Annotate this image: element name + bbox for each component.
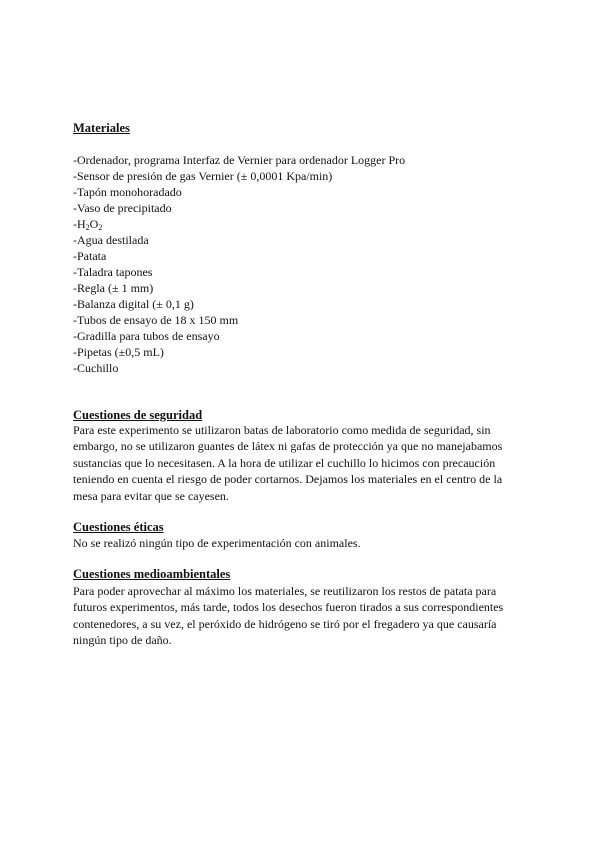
list-item: -Balanza digital (± 0,1 g) <box>73 297 194 311</box>
materials-heading: Materiales <box>73 121 130 135</box>
list-item: -Cuchillo <box>73 361 119 375</box>
formula-prefix: -H <box>73 217 86 231</box>
paragraph-line: ningún tipo de daño. <box>73 633 172 648</box>
ethics-paragraph <box>73 535 513 551</box>
list-item: -Pipetas (±0,5 mL) <box>73 345 164 359</box>
safety-paragraph <box>73 422 513 504</box>
list-item: -Vaso de precipitado <box>73 201 172 215</box>
list-item-h2o2 <box>73 216 405 232</box>
list-item: -Tapón monohoradado <box>73 185 182 199</box>
paragraph-line: sustancias que lo necesitasen. A la hora de utilizar el cuchillo lo hicimos con precaución <box>73 455 496 470</box>
list-item: -Tubos de ensayo de 18 x 150 mm <box>73 313 239 327</box>
paragraph-line: teniendo en cuenta el riesgo de poder cortarnos. Dejamos los materiales en el centro de la <box>73 472 503 487</box>
safety-heading: Cuestiones de seguridad <box>73 408 203 422</box>
paragraph-line: embargo, no se utilizaron guantes de látex ni gafas de protección ya que no manejabamos <box>73 439 503 454</box>
formula-subscript: 2 <box>98 223 103 232</box>
paragraph-line: contenedores, a su vez, el peróxido de hidrógeno se tiró por el fregadero ya que causaría <box>73 616 497 631</box>
environment-heading: Cuestiones medioambientales <box>73 567 231 581</box>
ethics-heading: Cuestiones éticas <box>73 520 164 534</box>
paragraph-line: futuros experimentos, más tarde, todos los desechos fueron tirados a sus correspondientes <box>73 600 504 615</box>
paragraph-line: mesa para evitar que se cayesen. <box>73 488 229 503</box>
paragraph-line: Para poder aprovechar al máximo los materiales, se reutilizaron los restos de patata para <box>73 584 497 598</box>
list-item: -Sensor de presión de gas Vernier (± 0,0001 Kpa/min) <box>73 169 333 183</box>
list-item: -Taladra tapones <box>73 265 153 279</box>
environment-paragraph <box>73 583 513 649</box>
paragraph-line: No se realizó ningún tipo de experimentación con animales. <box>73 536 361 550</box>
materials-list <box>73 152 405 376</box>
list-item: -Patata <box>73 249 107 263</box>
formula-subscript: 2 <box>85 223 90 232</box>
list-item: -Ordenador, programa Interfaz de Vernier para ordenador Logger Pro <box>73 153 406 167</box>
list-item: -Agua destilada <box>73 233 149 247</box>
formula-element: O <box>89 217 99 231</box>
list-item: -Regla (± 1 mm) <box>73 281 154 295</box>
paragraph-line: Para este experimento se utilizaron batas de laboratorio como medida de seguridad, sin <box>73 423 491 437</box>
list-item: -Gradilla para tubos de ensayo <box>73 329 220 343</box>
